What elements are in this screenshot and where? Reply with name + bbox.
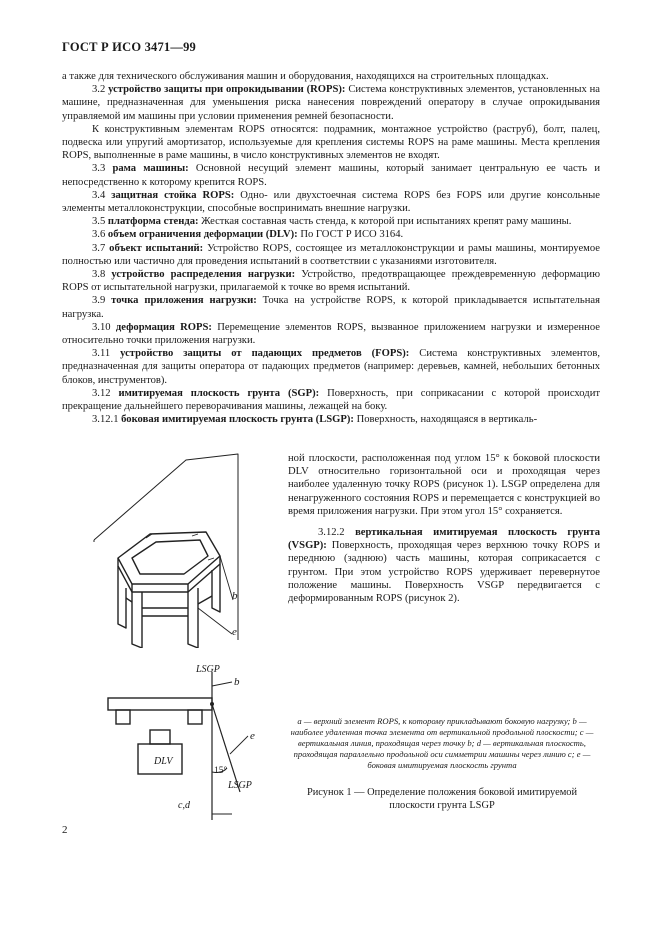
label-cd: c,d — [178, 800, 190, 811]
paragraph: а также для технического обслуживания машин и оборудования, находящихся на строительных площадках. — [62, 71, 549, 82]
paragraph-3-6: 3.6 объем ограничения деформации (DLV): По ГОСТ Р ИСО 3164. — [92, 229, 404, 241]
paragraph-3-12: 3.12 имитируемая плоскость грунта (SGP): Поверхность, при соприкасании с которой происходит прекращение дальнейшего переворачивания машины, лежащей на боку. — [62, 387, 600, 413]
label-angle-15: 15° — [214, 766, 228, 776]
page-number: 2 — [62, 824, 68, 836]
figure-caption: Рисунок 1 — Определение положения боковой имитируемой плоскости грунта LSGP — [306, 787, 578, 811]
label-e-top-figure: e — [232, 626, 237, 638]
paragraph-3-9: 3.9 точка приложения нагрузки: Точка на устройстве ROPS, к которой прикладывается испытательная нагрузка. — [62, 295, 601, 320]
label-b-section: b — [234, 676, 240, 688]
label-lsgp-bottom: LSGP — [228, 780, 252, 791]
paragraph-3-12-1-first-line: 3.12.1 боковая имитируемая плоскость грунта (LSGP): Поверхность, находящаяся в вертикаль- — [92, 414, 538, 426]
label-b-top-figure: b — [232, 590, 238, 602]
paragraph-3-12-1-rest: ной плоскости, расположенная под углом 15° к боковой плоскости DLV относительно горизонтальной оси и проходящая через наиболее удаленную точку ROPS (рисунок 1). LSGP определена для ненагруженного состояния ROPS и перемещается с конструкцией во время приложения нагрузки. При этом угол 15° сохраняется. — [288, 453, 600, 517]
paragraph-3-11: 3.11 устройство защиты от падающих предметов (FOPS): Система конструктивных элементов, предназначенная для защиты оператора от падающих предметов (например: деревьев, камней, небольших бетонных блоков, инструментов). — [62, 348, 600, 386]
label-lsgp-top: LSGP — [196, 664, 220, 675]
label-dlv: DLV — [154, 756, 173, 767]
paragraph-3-8: 3.8 устройство распределения нагрузки: Устройство, предотвращающее преждевременную деформацию ROPS от испытательной нагрузки, прилагаемой к точке во время испытаний. — [62, 269, 601, 294]
paragraph-3-10: 3.10 деформация ROPS: Перемещение элементов ROPS, вызванное приложением нагрузки и измеренное относительно точки приложения нагрузки. — [62, 321, 600, 347]
paragraph-3-7: 3.7 объект испытаний: Устройство ROPS, состоящее из металлоконструкции и рамы машины, монтируемое полностью или частично для проведения испытаний в соответствии с указаниями изготовителя. — [62, 242, 600, 267]
paragraph-3-12-2: 3.12.2 вертикальная имитируемая плоскость грунта (VSGP): Поверхность, проходящая через верхнюю точку ROPS и переднюю (заднюю) часть машины, которая соприкасается с грунтом. При этом устройство ROPS удерживает перевернутое положение машины. Поверхность VSGP передвигается с деформированным ROPS (рисунок 2). — [288, 527, 600, 605]
label-e-section: e — [250, 730, 255, 742]
paragraph-3-4: 3.4 защитная стойка ROPS: Одно- или двухстоечная система ROPS без FOPS или другие консольные элементы металлоконструкции, способные воспринимать внешние нагрузки. — [62, 189, 600, 215]
paragraph: К конструктивным элементам ROPS относятся: подрамник, монтажное устройство (раструб), болт, палец, подвеска или упругий амортизатор, используемые для крепления системы ROPS на раме машины. Места крепления ROPS, выполненные в раме машины, в число конструктивных элементов не входят. — [62, 123, 600, 162]
rops-isometric-drawing — [88, 448, 288, 648]
paragraph-3-5: 3.5 платформа стенда: Жесткая составная часть стенда, к которой при испытаниях крепят раму машины. — [92, 216, 572, 228]
paragraph-3-3: 3.3 рама машины: Основной несущий элемент машины, который занимает центральную ее часть и непосредственно к которому крепится ROPS. — [62, 163, 600, 188]
figure-legend: a — верхний элемент ROPS, к которому прикладывают боковую нагрузку; b — наиболее удаленная точка элемента от вертикальной продольной плоскости; c — вертикальная линия, проходящая через точку b; d — вертикальная плоскость, проходящая параллельно продольной оси симметрии машины через линию c; e — боковая имитируемая плоскость грунта — [290, 716, 594, 770]
body-text — [62, 70, 600, 426]
term: устройство защиты при опрокидывании (ROPS): — [108, 84, 346, 96]
document-header: ГОСТ Р ИСО 3471—99 — [62, 40, 196, 54]
paragraph-3-2: 3.2 устройство защиты при опрокидывании (ROPS): Система конструктивных элементов, установленных на машине, предназначенная для уменьшения риска нанесения повреждений оператору в случае опрокидывания управляемой им машины при условии применения ремней безопасности. — [62, 84, 600, 122]
